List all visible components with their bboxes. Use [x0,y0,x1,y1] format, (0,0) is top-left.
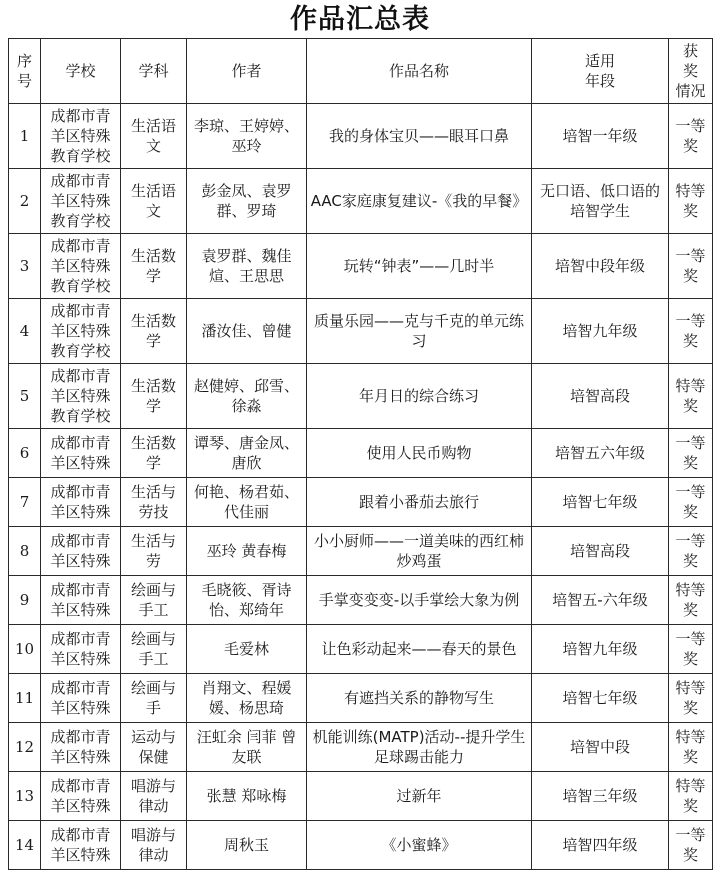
cell-subject: 唱游与律动 [121,821,187,870]
cell-authors: 毛爱林 [187,625,307,674]
cell-work: 机能训练(MATP)活动--提升学生足球踢击能力 [307,723,532,772]
cell-grade: 培智四年级 [532,821,669,870]
cell-index: 2 [9,169,41,234]
cell-index: 3 [9,234,41,299]
page-title: 作品汇总表 [290,4,430,35]
cell-index: 1 [9,104,41,169]
header-award [669,39,713,104]
cell-grade: 培智中段 [532,723,669,772]
cell-index: 8 [9,527,41,576]
cell-index: 11 [9,674,41,723]
cell-grade: 培智三年级 [532,772,669,821]
cell-subject: 生活与劳技 [121,478,187,527]
cell-authors: 彭金凤、袁罗群、罗琦 [187,169,307,234]
cell-grade: 培智一年级 [532,104,669,169]
cell-school: 成都市青羊区特殊 [41,478,121,527]
cell-work: 玩转“钟表”——几时半 [307,234,532,299]
table-row [9,234,713,299]
cell-school: 成都市青羊区特殊 [41,625,121,674]
cell-authors: 毛晓筱、胥诗怡、郑绮年 [187,576,307,625]
cell-subject: 生活数学 [121,364,187,429]
cell-work: 年月日的综合练习 [307,364,532,429]
cell-grade: 培智中段年级 [532,234,669,299]
cell-school: 成都市青羊区特殊 [41,723,121,772]
header-grade-line2: 年段 [584,72,615,90]
cell-award: 一等奖 [669,625,713,674]
table-row [9,821,713,870]
cell-work: 质量乐园——克与千克的单元练习 [307,299,532,364]
cell-grade: 培智九年级 [532,299,669,364]
cell-subject: 绘画与手 [121,674,187,723]
cell-authors: 何艳、杨君茹、代佳丽 [187,478,307,527]
cell-subject: 生活数学 [121,234,187,299]
table-row [9,674,713,723]
header-index: 序号 [9,39,41,104]
cell-authors: 巫玲 黄春梅 [187,527,307,576]
cell-subject: 生活语文 [121,104,187,169]
cell-award: 特等奖 [669,772,713,821]
cell-school: 成都市青羊区特殊 [41,821,121,870]
cell-award: 一等奖 [669,478,713,527]
cell-award: 一等奖 [669,527,713,576]
cell-school: 成都市青羊区特殊教育学校 [41,169,121,234]
table-row [9,429,713,478]
header-award-line2: 奖 [682,62,698,80]
cell-work: 跟着小番茄去旅行 [307,478,532,527]
cell-school: 成都市青羊区特殊教育学校 [41,104,121,169]
header-work: 作品名称 [307,39,532,104]
cell-grade: 培智七年级 [532,674,669,723]
table-row [9,299,713,364]
table-body [9,104,713,870]
header-grade-line1: 适用 [584,52,615,70]
table-row [9,576,713,625]
table-row [9,104,713,169]
cell-work: 过新年 [307,772,532,821]
cell-award: 特等奖 [669,169,713,234]
cell-award: 一等奖 [669,234,713,299]
cell-authors: 赵健婷、邱雪、徐淼 [187,364,307,429]
cell-grade: 无口语、低口语的培智学生 [532,169,669,234]
cell-index: 12 [9,723,41,772]
header-grade [532,39,669,104]
cell-work: 有遮挡关系的静物写生 [307,674,532,723]
cell-subject: 生活语文 [121,169,187,234]
cell-award: 一等奖 [669,299,713,364]
cell-grade: 培智高段 [532,364,669,429]
cell-school: 成都市青羊区特殊 [41,527,121,576]
cell-authors: 谭琴、唐金凤、唐欣 [187,429,307,478]
cell-award: 一等奖 [669,429,713,478]
cell-grade: 培智高段 [532,527,669,576]
cell-grade: 培智五六年级 [532,429,669,478]
cell-authors: 李琼、王婷婷、巫玲 [187,104,307,169]
cell-work: AAC家庭康复建议-《我的早餐》 [307,169,532,234]
cell-award: 一等奖 [669,104,713,169]
cell-award: 特等奖 [669,364,713,429]
table-row [9,527,713,576]
cell-award: 一等奖 [669,821,713,870]
cell-index: 10 [9,625,41,674]
cell-authors: 张慧 郑咏梅 [187,772,307,821]
cell-subject: 运动与保健 [121,723,187,772]
cell-subject: 唱游与律动 [121,772,187,821]
table-row [9,478,713,527]
header-row [9,39,713,104]
cell-work: 我的身体宝贝——眼耳口鼻 [307,104,532,169]
table-row [9,364,713,429]
header-subject: 学科 [121,39,187,104]
header-school: 学校 [41,39,121,104]
header-authors: 作者 [187,39,307,104]
cell-school: 成都市青羊区特殊教育学校 [41,234,121,299]
header-award-line3: 情况 [675,82,706,100]
cell-school: 成都市青羊区特殊教育学校 [41,364,121,429]
cell-school: 成都市青羊区特殊 [41,772,121,821]
cell-authors: 肖翔文、程媛媛、杨思琦 [187,674,307,723]
cell-grade: 培智九年级 [532,625,669,674]
cell-authors: 汪虹余 闫菲 曾友联 [187,723,307,772]
cell-index: 5 [9,364,41,429]
cell-authors: 袁罗群、魏佳煊、王思思 [187,234,307,299]
cell-school: 成都市青羊区特殊 [41,674,121,723]
cell-subject: 生活数学 [121,429,187,478]
cell-index: 9 [9,576,41,625]
cell-subject: 生活数学 [121,299,187,364]
cell-school: 成都市青羊区特殊教育学校 [41,299,121,364]
works-summary-table [8,38,713,870]
cell-school: 成都市青羊区特殊 [41,576,121,625]
cell-grade: 培智五-六年级 [532,576,669,625]
header-award-line1: 获 [682,42,698,60]
cell-authors: 潘汝佳、曾健 [187,299,307,364]
cell-work: 小小厨师——一道美味的西红柿炒鸡蛋 [307,527,532,576]
cell-award: 特等奖 [669,723,713,772]
cell-work: 使用人民币购物 [307,429,532,478]
table-row [9,625,713,674]
cell-index: 14 [9,821,41,870]
cell-authors: 周秋玉 [187,821,307,870]
cell-subject: 绘画与手工 [121,576,187,625]
cell-subject: 生活与劳 [121,527,187,576]
table-row [9,772,713,821]
cell-work: 《小蜜蜂》 [307,821,532,870]
cell-index: 4 [9,299,41,364]
cell-work: 手掌变变变-以手掌绘大象为例 [307,576,532,625]
cell-index: 13 [9,772,41,821]
cell-award: 特等奖 [669,576,713,625]
cell-work: 让色彩动起来——春天的景色 [307,625,532,674]
cell-school: 成都市青羊区特殊 [41,429,121,478]
cell-award: 特等奖 [669,674,713,723]
cell-subject: 绘画与手工 [121,625,187,674]
cell-index: 6 [9,429,41,478]
cell-grade: 培智七年级 [532,478,669,527]
table-row [9,723,713,772]
cell-index: 7 [9,478,41,527]
table-row [9,169,713,234]
